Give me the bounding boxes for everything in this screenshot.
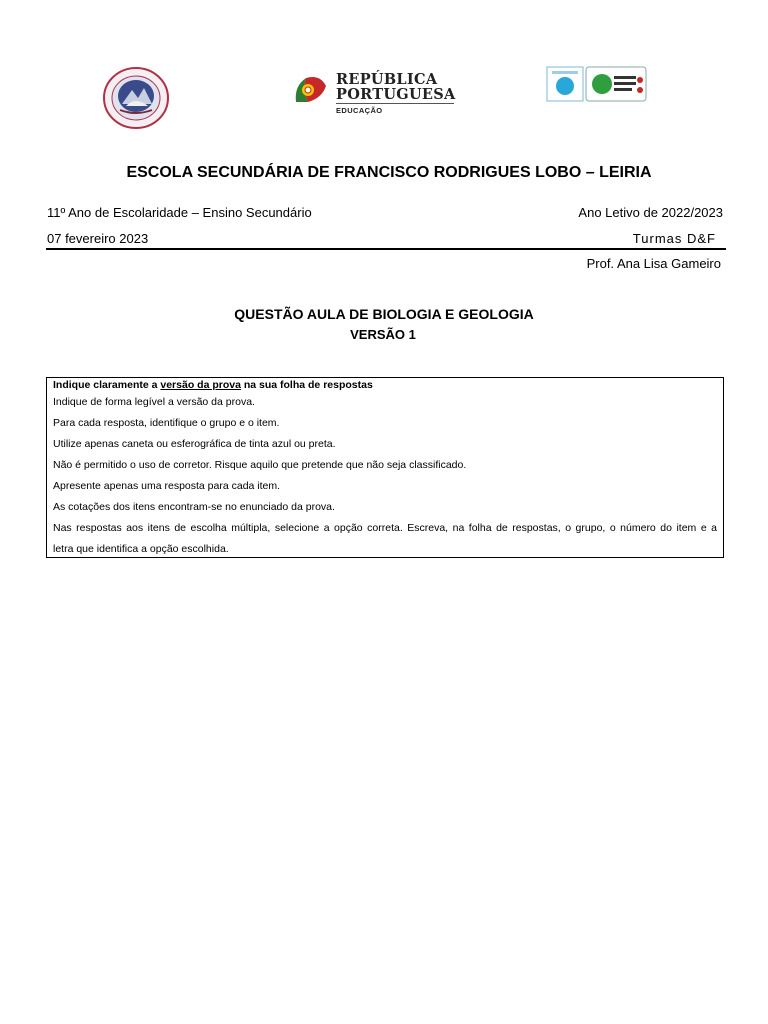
rp-line2: PORTUGUESA [336,86,456,103]
instruction-item: Indique de forma legível a versão da prova. [53,396,255,408]
instruction-item: Para cada resposta, identifique o grupo e o item. [53,417,280,429]
instruction-item: Utilize apenas caneta ou esferográfica de tinta azul ou preta. [53,438,336,450]
instruction-item: Não é permitido o uso de corretor. Risque aquilo que pretende que não seja classificado. [53,459,467,471]
teacher-name: Prof. Ana Lisa Gameiro [586,256,721,271]
instruction-multiple-choice-cont: letra que identifica a opção escolhida. [53,543,229,555]
classes: Turmas D&F [632,231,716,246]
school-year: Ano Letivo de 2022/2023 [578,205,723,220]
instruction-heading-underlined: versão da prova [160,379,241,391]
grade-level: 11º Ano de Escolaridade – Ensino Secundário [47,205,312,220]
rp-line1: REPÚBLICA [336,71,438,88]
eco-escolas-badges [546,66,648,102]
instruction-multiple-choice: Nas respostas aos itens de escolha múltipla, selecione a opção correta. Escreva, na folha de respostas, o grupo, o número do item e a [53,522,717,534]
header-logos [0,62,768,132]
instructions-box [46,377,724,558]
exam-title: QUESTÃO AULA DE BIOLOGIA E GEOLOGIA [234,306,534,322]
instruction-heading [53,378,717,392]
instruction-item: As cotações dos itens encontram-se no enunciado da prova. [53,501,335,513]
republica-portuguesa-logo [292,70,462,120]
school-seal-logo [102,66,170,130]
instruction-heading-pre: Indique claramente a [53,379,161,391]
header-divider [46,248,726,250]
rp-divider [336,103,454,104]
rp-education: EDUCAÇÃO [336,106,383,115]
rp-wordmark [336,72,456,102]
exam-version: VERSÃO 1 [350,327,416,342]
portugal-flag-icon [292,72,328,108]
instruction-heading-post: na sua folha de respostas [240,379,373,391]
school-name: ESCOLA SECUNDÁRIA DE FRANCISCO RODRIGUES LOBO – LEIRIA [126,164,652,181]
instruction-item: Apresente apenas uma resposta para cada item. [53,480,281,492]
exam-date: 07 fevereiro 2023 [47,231,149,246]
